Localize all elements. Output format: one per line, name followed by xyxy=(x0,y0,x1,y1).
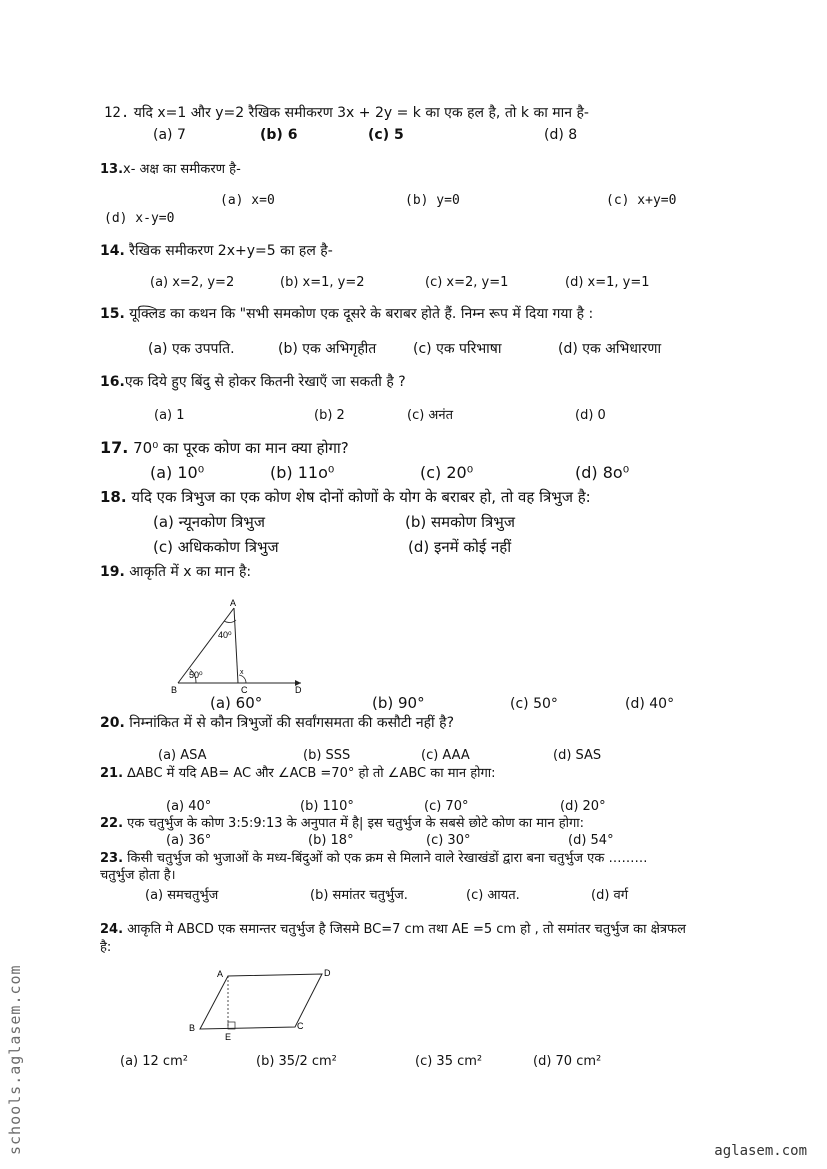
fig19-angle-50: 50⁰ xyxy=(189,670,203,680)
question-23-option-c: (c) आयत. xyxy=(466,888,520,903)
question-12-text: 12. यदि x=1 और y=2 रैखिक समीकरण 3x + 2y = k का एक हल है, तो k का मान है- xyxy=(104,105,589,121)
question-22-text: 22. एक चतुर्भुज के कोण 3:5:9:13 के अनुपात में है| इस चतुर्भुज के सबसे छोटे कोण का मान होगा: xyxy=(100,816,585,831)
question-20-option-b: (b) SSS xyxy=(303,748,351,763)
question-22-option-a: (a) 36° xyxy=(166,833,212,848)
question-22-option-c: (c) 30° xyxy=(426,833,471,848)
fig24-label-c: C xyxy=(297,1021,304,1031)
question-12-option-c: (c) 5 xyxy=(368,127,404,143)
question-16-option-a: (a) 1 xyxy=(154,408,185,423)
fig19-angle-x: x xyxy=(240,669,244,676)
fig24-label-e: E xyxy=(225,1032,232,1042)
question-23-option-a: (a) समचतुर्भुज xyxy=(145,888,219,903)
question-15-option-d: (d) एक अभिधारणा xyxy=(558,341,662,357)
question-14-text: 14. रैखिक समीकरण 2x+y=5 का हल है- xyxy=(100,243,333,259)
question-12-option-d: (d) 8 xyxy=(544,127,578,143)
fig24-label-a: A xyxy=(217,969,224,979)
question-17-option-b: (b) 11o⁰ xyxy=(270,463,335,482)
question-24-option-a: (a) 12 cm² xyxy=(120,1054,188,1069)
question-18-option-b: (b) समकोण त्रिभुज xyxy=(405,513,515,531)
question-18-option-a: (a) न्यूनकोण त्रिभुज xyxy=(153,513,265,531)
fig19-label-b: B xyxy=(171,685,178,695)
question-19-text: 19. आकृति में x का मान है: xyxy=(100,564,252,580)
question-13-option-a: (a) x=0 xyxy=(220,193,275,208)
side-watermark: schools.aglasem.com xyxy=(6,964,24,1155)
question-24-option-d: (d) 70 cm² xyxy=(533,1054,602,1069)
question-13-option-b: (b) y=0 xyxy=(405,193,460,208)
fig19-label-c: C xyxy=(241,685,248,695)
question-13-text: 13.x- अक्ष का समीकरण है- xyxy=(100,162,241,177)
question-17-option-a: (a) 10⁰ xyxy=(150,463,205,482)
question-21-text: 21. ∆ABC में यदि AB= AC और ∠ACB =70° हो तो ∠ABC का मान होगा: xyxy=(100,766,496,781)
question-22-option-b: (b) 18° xyxy=(308,833,354,848)
fig24-label-d: D xyxy=(324,968,331,978)
question-21-option-a: (a) 40° xyxy=(166,799,212,814)
question-21-option-d: (d) 20° xyxy=(560,799,606,814)
question-20-option-d: (d) SAS xyxy=(553,748,602,763)
question-15-text: 15. यूक्लिड का कथन कि "सभी समकोण एक दूसरे के बराबर होते हैं. निम्न रूप में दिया गया है : xyxy=(100,306,594,322)
bottom-watermark: aglasem.com xyxy=(714,1143,807,1159)
question-14-option-a: (a) x=2, y=2 xyxy=(150,275,235,290)
question-20-text: 20. निम्नांकित में से कौन त्रिभुजों की सर्वांगसमता की कसौटी नहीं है? xyxy=(100,715,455,731)
question-12-option-a: (a) 7 xyxy=(153,127,186,143)
question-20-option-a: (a) ASA xyxy=(158,748,207,763)
question-18-option-d: (d) इनमें कोई नहीं xyxy=(408,538,512,556)
fig24-label-b: B xyxy=(189,1023,196,1033)
question-23-option-b: (b) समांतर चतुर्भुज. xyxy=(310,888,408,903)
question-15-option-a: (a) एक उपपति. xyxy=(148,341,235,357)
question-16-option-d: (d) 0 xyxy=(575,408,606,423)
question-23-text-line2: चतुर्भुज होता है। xyxy=(100,868,176,883)
question-19-option-a: (a) 60° xyxy=(210,694,263,712)
question-23-option-d: (d) वर्ग xyxy=(591,888,629,903)
question-14-option-c: (c) x=2, y=1 xyxy=(425,275,509,290)
question-14-option-d: (d) x=1, y=1 xyxy=(565,275,650,290)
figure-24-parallelogram xyxy=(185,964,335,1044)
question-16-option-c: (c) अनंत xyxy=(407,408,453,423)
question-19-option-b: (b) 90° xyxy=(372,694,425,712)
question-22-option-d: (d) 54° xyxy=(568,833,614,848)
fig19-angle-40: 40⁰ xyxy=(218,630,232,640)
question-15-option-c: (c) एक परिभाषा xyxy=(413,341,502,357)
question-12-option-b: (b) 6 xyxy=(260,127,298,143)
question-18-option-c: (c) अधिककोण त्रिभुज xyxy=(153,538,279,556)
fig19-label-d: D xyxy=(295,685,302,695)
question-18-text: 18. यदि एक त्रिभुज का एक कोण शेष दोनों कोणों के योग के बराबर हो, तो वह त्रिभुज है: xyxy=(100,488,591,506)
question-20-option-c: (c) AAA xyxy=(421,748,470,763)
question-21-option-c: (c) 70° xyxy=(424,799,469,814)
question-23-text: 23. किसी चतुर्भुज को भुजाओं के मध्य-बिंदुओं को एक क्रम से मिलाने वाले रेखाखंडों द्वारा बना चतुर्भुज एक ……… xyxy=(100,851,648,866)
question-17-text: 17. 70⁰ का पूरक कोण का मान क्या होगा? xyxy=(100,438,349,457)
question-19-option-d: (d) 40° xyxy=(625,696,675,712)
question-13-option-d: (d) x-y=0 xyxy=(104,211,175,226)
question-13-option-c: (c) x+y=0 xyxy=(606,193,677,208)
figure-19-triangle xyxy=(168,598,313,696)
question-21-option-b: (b) 110° xyxy=(300,799,354,814)
fig19-label-a: A xyxy=(230,598,237,608)
question-17-option-c: (c) 20⁰ xyxy=(420,463,474,482)
question-16-option-b: (b) 2 xyxy=(314,408,345,423)
question-19-option-c: (c) 50° xyxy=(510,696,558,712)
question-24-text-line2: है: xyxy=(100,940,112,955)
question-14-option-b: (b) x=1, y=2 xyxy=(280,275,365,290)
question-24-text: 24. आकृति मे ABCD एक समान्तर चतुर्भुज है जिसमे BC=7 cm तथा AE =5 cm हो , तो समांतर चतुर्भुज का क्षेत्रफल xyxy=(100,922,686,937)
question-15-option-b: (b) एक अभिगृहीत xyxy=(278,341,377,357)
question-17-option-d: (d) 8o⁰ xyxy=(575,463,630,482)
question-24-option-c: (c) 35 cm² xyxy=(415,1054,483,1069)
question-24-option-b: (b) 35/2 cm² xyxy=(256,1054,337,1069)
question-16-text: 16.एक दिये हुए बिंदु से होकर कितनी रेखाएँ जा सकती है ? xyxy=(100,374,406,390)
